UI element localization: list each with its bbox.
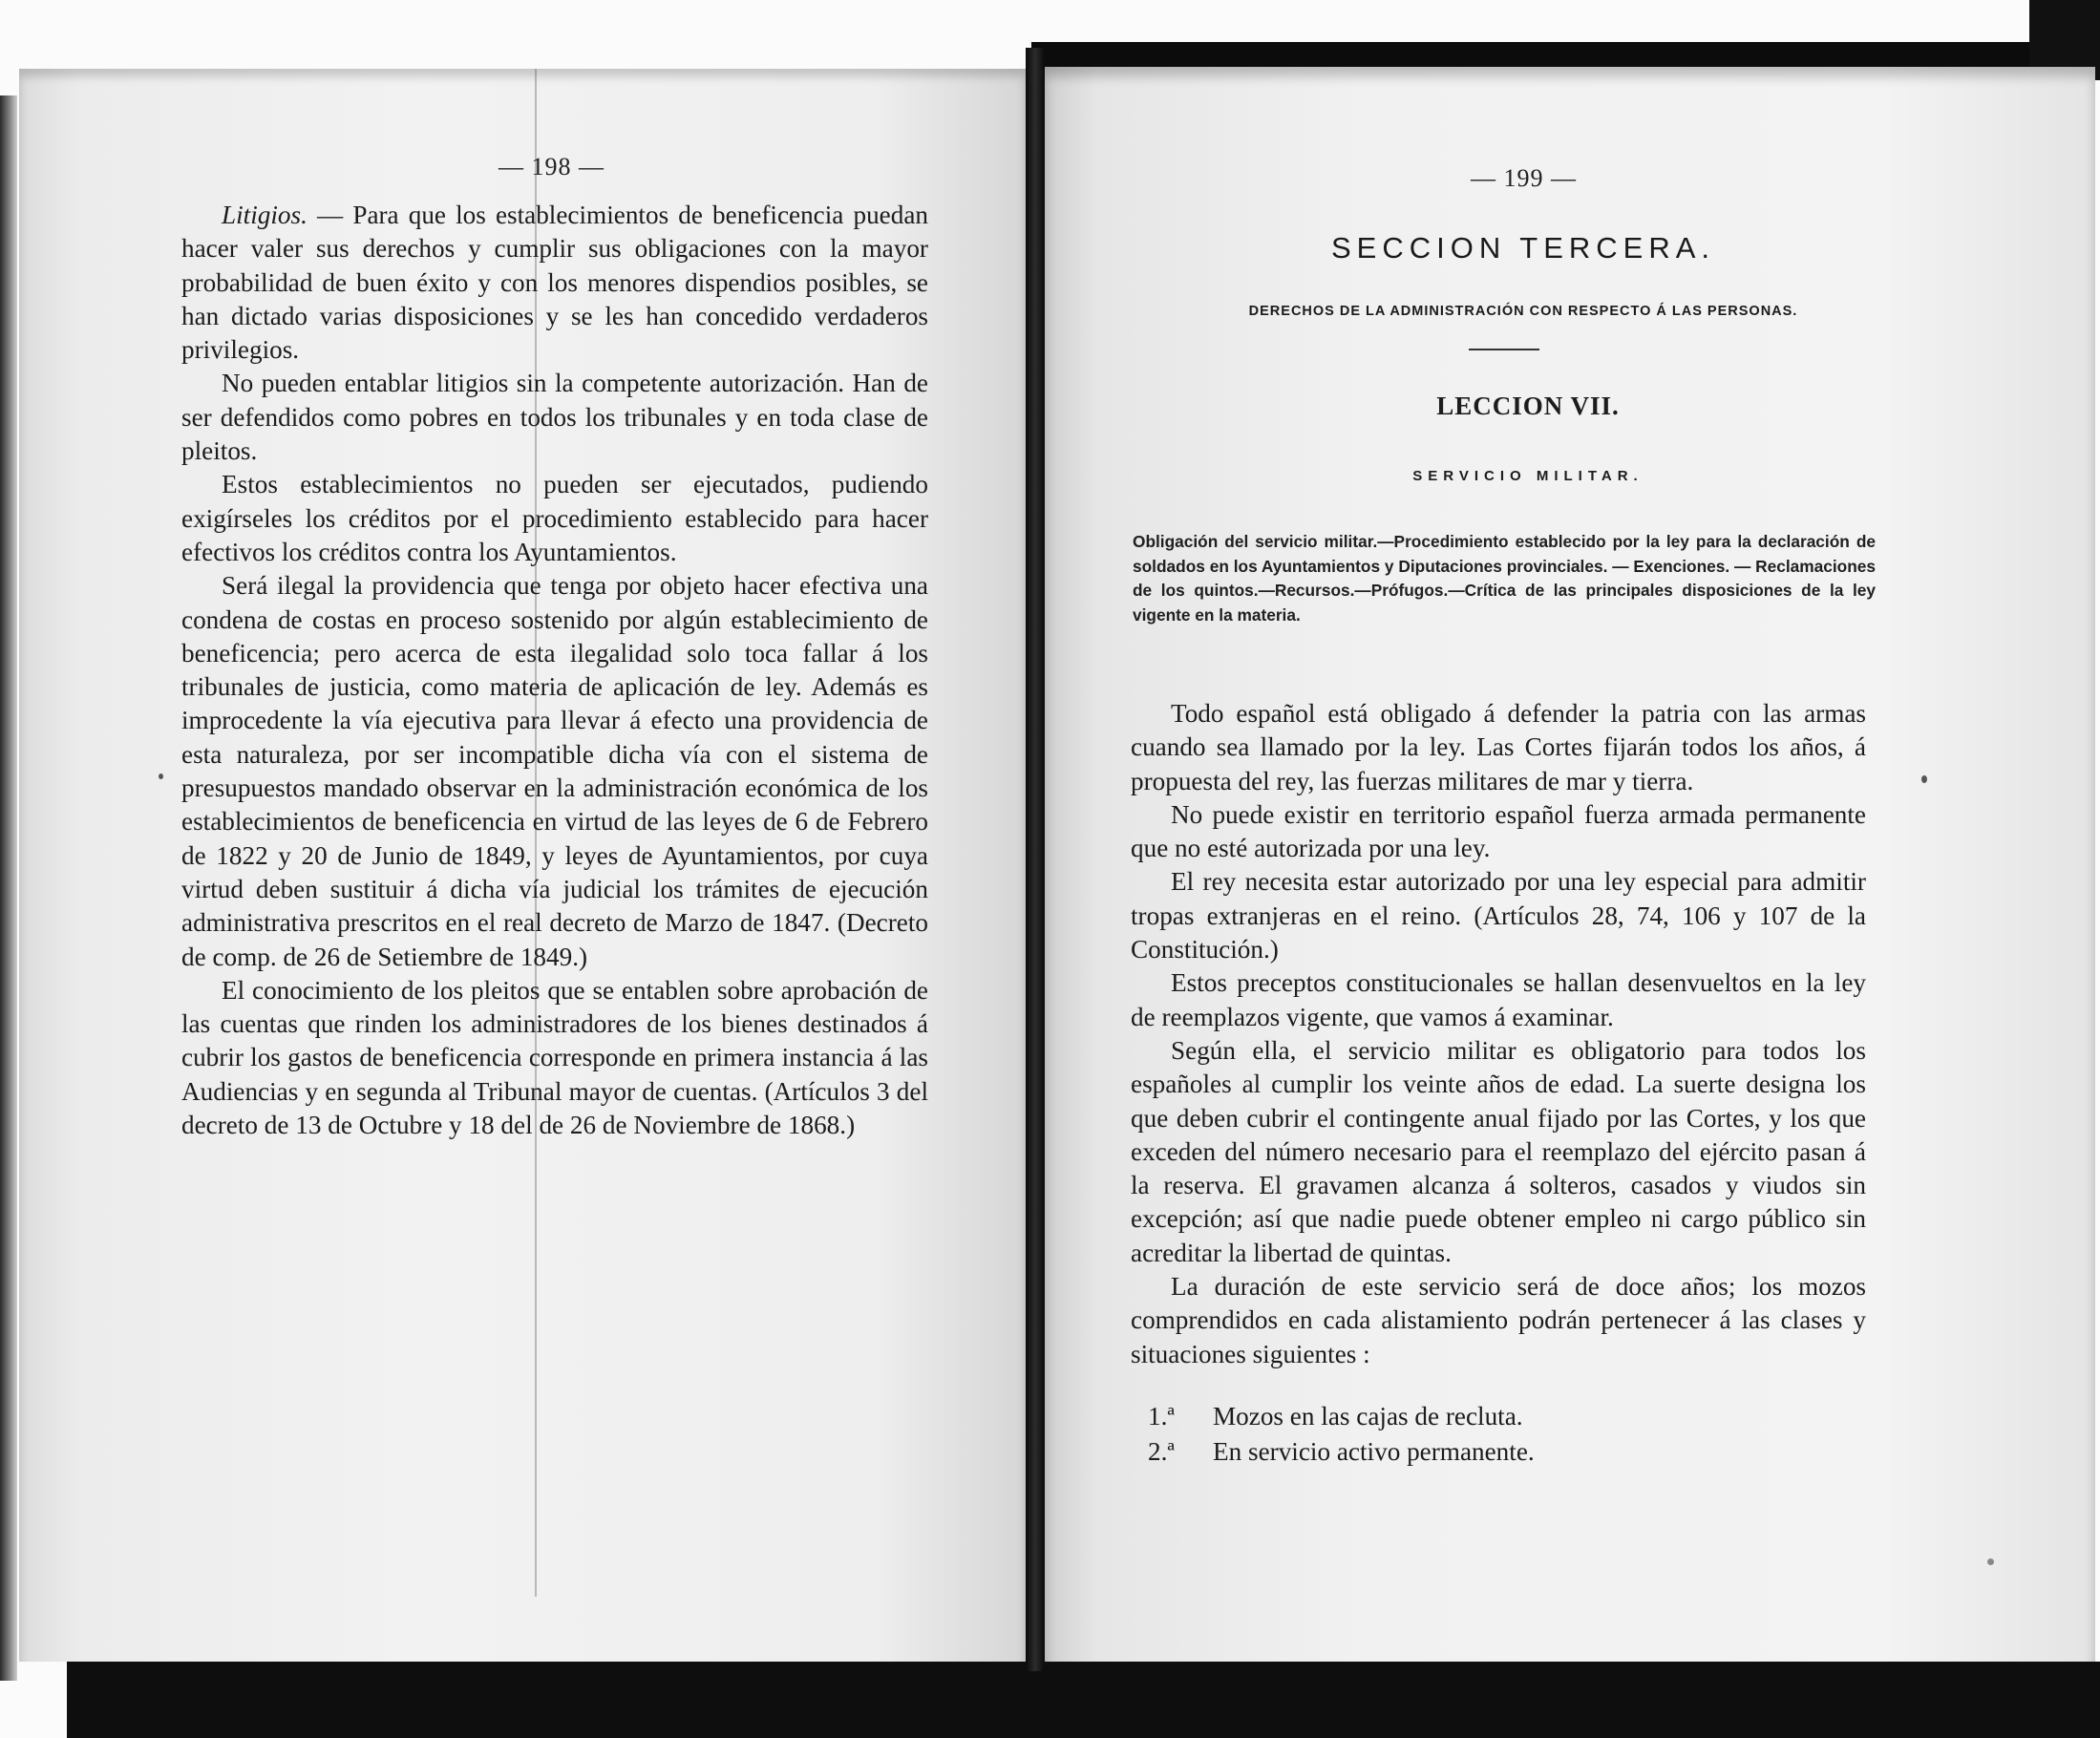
lesson-subtitle: SERVICIO MILITAR.: [1412, 468, 1644, 484]
right-paragraph-1: Todo español está obligado á defender la patria con las armas cuando sea llamado por la ley. Las Cortes fijarán todos los años, á propuesta del rey, las fuerzas militares de mar y tierra.: [1131, 699, 1866, 795]
right-page-body: [1131, 697, 1866, 1371]
bottom-dark-band: [67, 1662, 2100, 1738]
section-title: SECCION TERCERA.: [1330, 231, 1716, 265]
lesson-title: LECCION VII.: [1436, 392, 1620, 420]
left-book-edge: [0, 95, 17, 1681]
list-item-number: 2.ª: [1148, 1437, 1175, 1466]
list-item: [1148, 1400, 1523, 1433]
right-paragraph-4: Estos preceptos constitucionales se hallan desenvueltos en la ley de reemplazos vigente, que vamos á examinar.: [1131, 968, 1866, 1031]
scan-speck: [159, 774, 163, 779]
left-page-body: [181, 199, 928, 1142]
left-page-number: — 198 —: [498, 153, 605, 180]
section-subtitle: DERECHOS DE LA ADMINISTRACIÓN CON RESPECTO Á LAS PERSONAS.: [1248, 304, 1798, 319]
right-paragraph-2: No puede existir en territorio español fuerza armada permanente que no esté autorizada por una ley.: [1131, 799, 1866, 863]
scan-speck: [1987, 1558, 1994, 1565]
right-paragraph-3: El rey necesita estar autorizado por una ley especial para admitir tropas extranjeras en el reino. (Artículos 28, 74, 106 y 107 de la Constitución.): [1131, 867, 1866, 964]
left-paragraph-1-lead: Litigios.: [222, 201, 308, 229]
left-paragraph-4: Será ilegal la providencia que tenga por objeto hacer efectiva una condena de costas en proceso sostenido por algún establecimiento de beneficencia; pero acerca de esta ilegalidad solo toca fallar á los tribunales de justicia, como materia de aplicación de ley. Además es improcedente la vía ejecutiva para llevar á efecto una providencia de esta naturaleza, por ser incompatible dicha vía con el sistema de presupuestos mandado observar en la administración económica de los establecimientos de beneficencia en virtud de las leyes de 6 de Febrero de 1822 y 20 de Junio de 1849, y leyes de Ayuntamientos, por cuya virtud deben sustituir á dicha vía judicial los trámites de ejecución administrativa prescritos en el real decreto de Marzo de 1847. (Decreto de comp. de 26 de Setiembre de 1849.): [181, 571, 928, 971]
list-item-text: Mozos en las cajas de recluta.: [1213, 1402, 1523, 1431]
right-page-number: — 199 —: [1471, 164, 1577, 192]
list-item: [1148, 1435, 1535, 1469]
scan-speck: [1921, 775, 1927, 783]
right-paragraph-5: Según ella, el servicio militar es obligatorio para todos los españoles al cumplir los veinte años de edad. La suerte designa los que deben cubrir el contingente anual fijado por las Cortes, y los que exceden del número necesario para el reemplazo del ejército pasan á la reserva. El gravamen alcanza á solteros, casados y viudos sin excepción; así que nadie puede obtener empleo ni cargo público sin acreditar la libertad de quintas.: [1131, 1035, 1866, 1267]
lesson-summary: Obligación del servicio militar.—Procedimiento establecido por la ley para la declaración de soldados en los Ayuntamientos y Diputaciones provinciales. — Exenciones. — Reclamaciones de los quintos.—Recursos.—Prófugos.—Crítica de las principales disposiciones de la ley vigente en la materia.: [1133, 532, 1876, 625]
left-paragraph-1-text: — Para que los establecimientos de beneficencia puedan hacer valer sus derechos y cumplir sus obligaciones con la mayor probabilidad de buen éxito y con los menores dispendios posibles, se han dictado varias disposiciones y se les han concedido verdaderos privilegios.: [181, 201, 928, 365]
left-paragraph-5: El conocimiento de los pleitos que se entablen sobre aprobación de las cuentas que rinden los administradores de los bienes destinados á cubrir los gastos de beneficencia corresponde en primera instancia á las Audiencias y en segunda al Tribunal mayor de cuentas. (Artículos 3 del decreto de 13 de Octubre y 18 del de 26 de Noviembre de 1868.): [181, 975, 928, 1140]
left-paragraph-1: [181, 199, 928, 367]
list-item-number: 1.ª: [1148, 1402, 1175, 1431]
left-paragraph-2: No pueden entablar litigios sin la competente autorización. Han de ser defendidos como pobres en todos los tribunales y en toda clase de pleitos.: [181, 369, 928, 466]
list-item-text: En servicio activo permanente.: [1213, 1437, 1535, 1466]
title-rule-divider: [1469, 349, 1539, 350]
book-spine: [1026, 48, 1045, 1671]
right-paragraph-6: La duración de este servicio será de doce años; los mozos comprendidos en cada alistamiento podrán pertenecer á las clases y situaciones siguientes :: [1131, 1272, 1866, 1368]
left-paragraph-3: Estos establecimientos no pueden ser ejecutados, pudiendo exigírseles los créditos por el procedimiento establecido para hacer efectivos los créditos contra los Ayuntamientos.: [181, 470, 928, 566]
